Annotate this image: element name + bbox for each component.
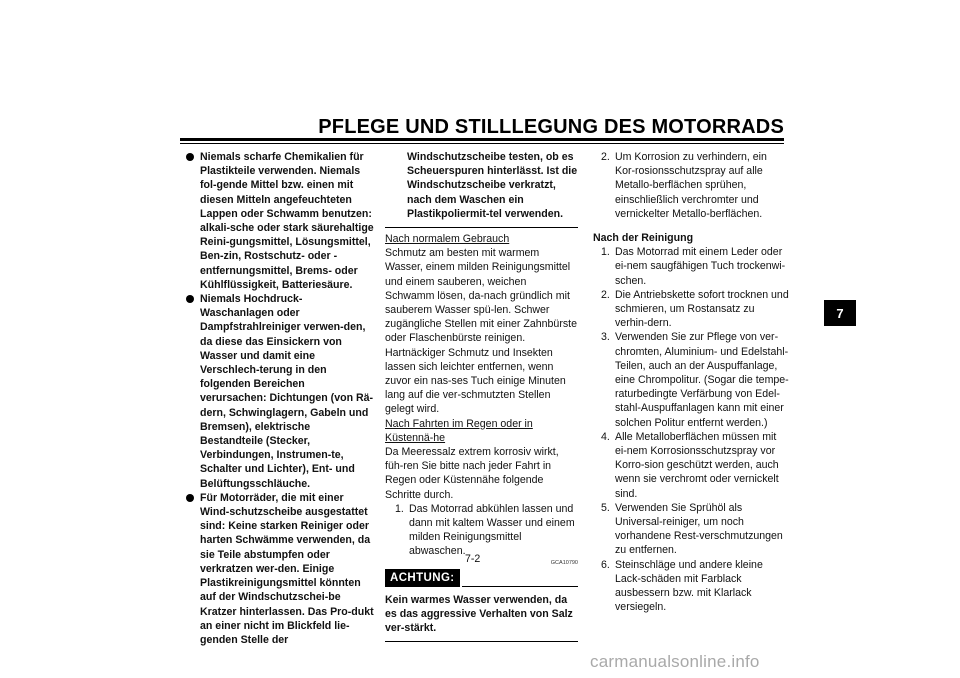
bullet-dot-icon xyxy=(186,295,194,303)
list-number: 6. xyxy=(601,558,610,571)
column-1 xyxy=(186,150,374,647)
list-item xyxy=(601,288,789,331)
paragraph-normal-use: Schmutz am besten mit warmem Wasser, einem milden Reinigungsmittel und einem sauberen, weichen Schwamm lösen, da-nach gründlich mit sauberem Wasser spü-len. Schwer zugängliche Stellen mit einer Zahnbürste oder Flaschenbürste reinigen. Hartnäckiger Schmutz und Insekten lassen sich leichter entfernen, wenn zuvor ein nas-ses Tuch einige Minuten lang auf die ver-schmutzten Stellen gelegt wird. xyxy=(385,247,577,416)
list-item xyxy=(601,558,789,615)
list-number: 1. xyxy=(395,502,404,515)
list-text: Verwenden Sie Sprühöl als Universal-reiniger, um noch vorhandene Rest-verschmutzungen zu entfernen. xyxy=(615,501,783,557)
reference-code: GCA10790 xyxy=(550,559,578,566)
warning-header xyxy=(385,569,578,587)
list-text: Alle Metalloberflächen müssen mit ei-nem Korrosionsschutzspray vor Korro-sion geschützt werden, auch wenn sie verchromt oder vernickelt sind. xyxy=(615,430,779,500)
list-item xyxy=(601,330,789,429)
list-item xyxy=(601,501,789,558)
bullet-dot-icon xyxy=(186,494,194,502)
section-heading-rain: Nach Fahrten im Regen oder in Küstennä-he xyxy=(385,417,533,444)
header-rule-thick xyxy=(180,138,784,141)
list-item xyxy=(601,150,789,221)
chapter-tab: 7 xyxy=(824,300,856,326)
bullet-item xyxy=(186,150,374,292)
warning-end-rule xyxy=(385,641,578,642)
paragraph-rain: Da Meeressalz extrem korrosiv wirkt, füh-ren Sie bitte nach jeder Fahrt in Regen oder Küstennähe folgende Schritte durch. xyxy=(385,446,559,501)
bullet-text: Niemals scharfe Chemikalien für Plastikteile verwenden. Niemals fol-gende Mittel bzw. einen mit diesen Mitteln angefeuchteten Lappen oder Schwamm benutzen: alkali-sche oder stark säurehaltige Reini-gungsmittel, Lösungsmittel, Ben-zin, Rostschutz- oder -entfernungsmittel, Brems- oder Kühlflüssigkeit, Batteriesäure. xyxy=(200,151,374,291)
list-number: 2. xyxy=(601,151,610,163)
list-number: 2. xyxy=(601,288,610,301)
list-text: Steinschläge und andere kleine Lack-schäden mit Farblack ausbessern bzw. mit Klarlack versiegeln. xyxy=(615,558,763,614)
list-item xyxy=(601,430,789,501)
section-divider xyxy=(385,227,578,228)
bullet-text: Niemals Hochdruck-Waschanlagen oder Dampfstrahlreiniger verwen-den, da diese das Einsickern von Wasser und damit eine Verschlech-terung in den folgenden Bereichen verursachen: Dichtungen (von Rä-dern, Schwinglagern, Gabeln und Bremsen), elektrische Bestandteile (Stecker, Verbindungen, Instrumen-te, Schalter und Lichter), Ent- und Belüftungsschläuche. xyxy=(200,293,374,490)
list-text: Verwenden Sie zur Pflege von ver-chromten, Aluminium- und Edelstahl-Teilen, auch an der Auspuffanlage, eine Chrompolitur. (Sogar die tempe-raturbedingte Verfärbung von Edel-stahl-Auspuffanlagen kann mit einer solchen Politur entfernt werden.) xyxy=(615,331,789,429)
after-cleaning-list xyxy=(601,245,789,614)
list-item xyxy=(601,245,789,288)
warning-rule xyxy=(462,585,578,587)
bullet-dot-icon xyxy=(186,153,194,161)
page-number: 7-2 xyxy=(465,553,481,565)
column-2 xyxy=(385,150,578,642)
list-number: 3. xyxy=(601,331,610,344)
warning-badge: ACHTUNG: xyxy=(385,569,460,587)
bullet-item xyxy=(186,491,374,647)
bullet-item xyxy=(186,292,374,491)
section-heading-after-cleaning: Nach der Reinigung xyxy=(593,232,694,245)
warning-text: Kein warmes Wasser verwenden, da es das aggressive Verhalten von Salz ver-stärkt. xyxy=(385,593,573,635)
bullet-continuation: Windschutzscheibe testen, ob es Scheuerspuren hinterlässt. Ist die Windschutzscheibe verkratzt, nach dem Waschen ein Plastikpoliermit-tel verwenden. xyxy=(407,151,578,220)
list-number: 5. xyxy=(601,501,610,514)
list-text: Das Motorrad mit einem Leder oder ei-nem saugfähigen Tuch trockenwi-schen. xyxy=(615,246,786,287)
list-text: Das Motorrad abkühlen lassen und dann mit kaltem Wasser und einem milden Reinigungsmittel abwaschen. xyxy=(409,502,575,558)
list-item xyxy=(395,502,578,559)
list-text: Um Korrosion zu verhindern, ein Kor-rosionsschutzspray auf alle Metallo-berflächen sprühen, einschließlich verchromter und vernickelter Metallo-berflächen. xyxy=(615,151,767,220)
section-heading-normal-use: Nach normalem Gebrauch xyxy=(385,233,510,246)
header-rule-thin xyxy=(180,143,784,144)
column-3 xyxy=(593,150,789,615)
bullet-text: Für Motorräder, die mit einer Wind-schutzscheibe ausgestattet sind: Keine starken Reiniger oder harten Schwämme verwenden, da sie Teile abstumpfen oder verkratzen wer-den. Einige Plastikreinigungsmittel könnten auf der Windschutzschei-be Kratzer hinterlassen. Das Pro-dukt an einer nicht im Blickfeld lie-genden Stelle der xyxy=(200,491,374,646)
list-text: Die Antriebskette sofort trocknen und schmieren, um Rostansatz zu verhin-dern. xyxy=(615,288,789,330)
page-title: PFLEGE UND STILLLEGUNG DES MOTORRADS xyxy=(318,116,784,138)
list-number: 1. xyxy=(601,246,610,259)
list-number: 4. xyxy=(601,430,610,443)
watermark: carmanualsonline.info xyxy=(590,652,760,671)
